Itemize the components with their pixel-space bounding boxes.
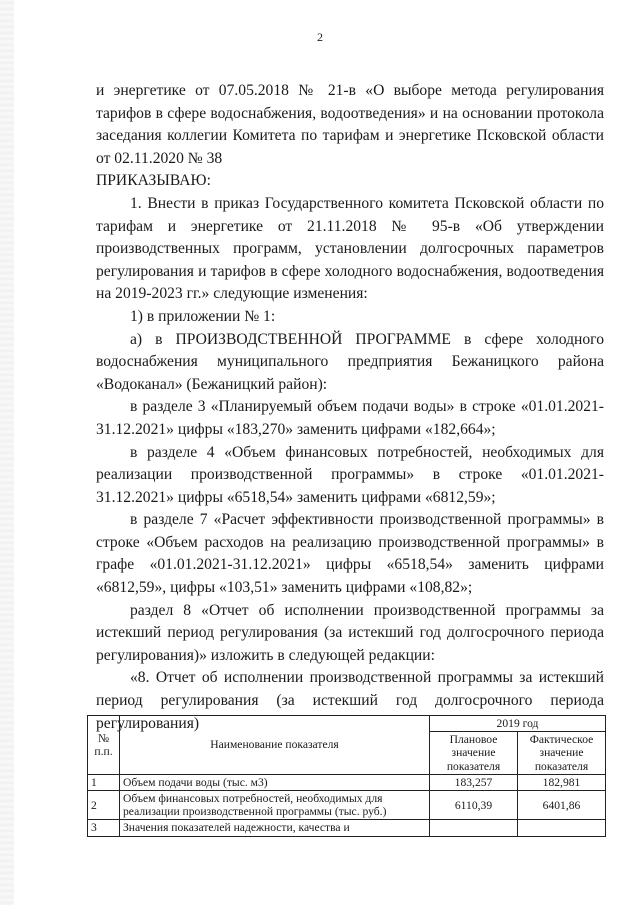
row-num: 3 <box>88 820 120 836</box>
row-name: Объем финансовых потребностей, необходимых для реализации производственной программы (тыс. руб.) <box>120 791 430 820</box>
row-num: 1 <box>88 774 120 790</box>
sub-a-paragraph: а) в ПРОИЗВОДСТВЕННОЙ ПРОГРАММЕ в сфере холодного водоснабжения муниципального предприятия Бежаницкого района «Водоканал» (Бежаницкий район): <box>96 330 604 393</box>
row-num: 2 <box>88 791 120 820</box>
report-table <box>87 715 606 837</box>
item-1-paragraph: 1. Внести в приказ Государственного комитета Псковской области по тарифам и энергетике от 21.11.2018 № 95-в «Об утверждении производственных программ, установлении долгосрочных параметров регулирования и тарифов в сфере холодного водоснабжения, водоотведения на 2019-2023 гг.» следующие изменения: <box>96 194 604 303</box>
header-num: № п.п. <box>88 716 120 775</box>
intro-paragraph: и энергетике от 07.05.2018 № 21-в «О выборе метода регулирования тарифов в сфере водоснабжения, водоотведения» и на основании протокола заседания коллегии Комитета по тарифам и энергетике Псковской области от 02.11.2020 № 38 <box>96 82 604 167</box>
sub-1-paragraph: 1) в приложении № 1: <box>130 307 276 325</box>
section-8-title: «8. Отчет об исполнении производственной программы за истекший период регулирования (за истекший год долгосрочного периода регулирования) <box>96 669 604 732</box>
header-name: Наименование показателя <box>120 716 430 775</box>
row-fact: 182,981 <box>518 774 606 790</box>
table-row <box>88 820 606 836</box>
razdel-3-paragraph: в разделе 3 «Планируемый объем подачи воды» в строке «01.01.2021-31.12.2021» цифры «183,270» заменить цифрами «182,664»; <box>96 398 604 438</box>
razdel-4-paragraph: в разделе 4 «Объем финансовых потребностей, необходимых для реализации производственной программы» в строке «01.01.2021-31.12.2021» цифры «6518,54» заменить цифрами «6812,59»; <box>96 443 604 506</box>
header-fact: Фактическое значение показателя <box>518 732 606 775</box>
row-name: Значения показателей надежности, качества и <box>120 820 430 836</box>
scan-edge <box>0 0 14 905</box>
table-row <box>88 774 606 790</box>
row-plan: 6110,39 <box>430 791 518 820</box>
razdel-8-paragraph: раздел 8 «Отчет об исполнении производственной программы за истекший период регулирования (за истекший год долгосрочного периода регулирования)» изложить в следующей редакции: <box>96 601 604 664</box>
document-body <box>96 80 604 735</box>
row-plan: 183,257 <box>430 774 518 790</box>
page-number: 2 <box>317 30 323 44</box>
row-fact <box>518 820 606 836</box>
order-heading: ПРИКАЗЫВАЮ: <box>96 172 211 190</box>
row-fact: 6401,86 <box>518 791 606 820</box>
header-year: 2019 год <box>430 716 606 732</box>
row-plan <box>430 820 518 836</box>
row-name: Объем подачи воды (тыс. м3) <box>120 774 430 790</box>
table-header-row-1 <box>88 716 606 732</box>
razdel-7-paragraph: в разделе 7 «Расчет эффективности производственной программы» в строке «Объем расходов на реализацию производственной программы» в графе «01.01.2021-31.12.2021» цифры «6518,54» заменить цифрами «6812,59», цифры «103,51» заменить цифрами «108,82»; <box>96 511 604 597</box>
header-plan: Плановое значение показателя <box>430 732 518 775</box>
table-row <box>88 791 606 820</box>
